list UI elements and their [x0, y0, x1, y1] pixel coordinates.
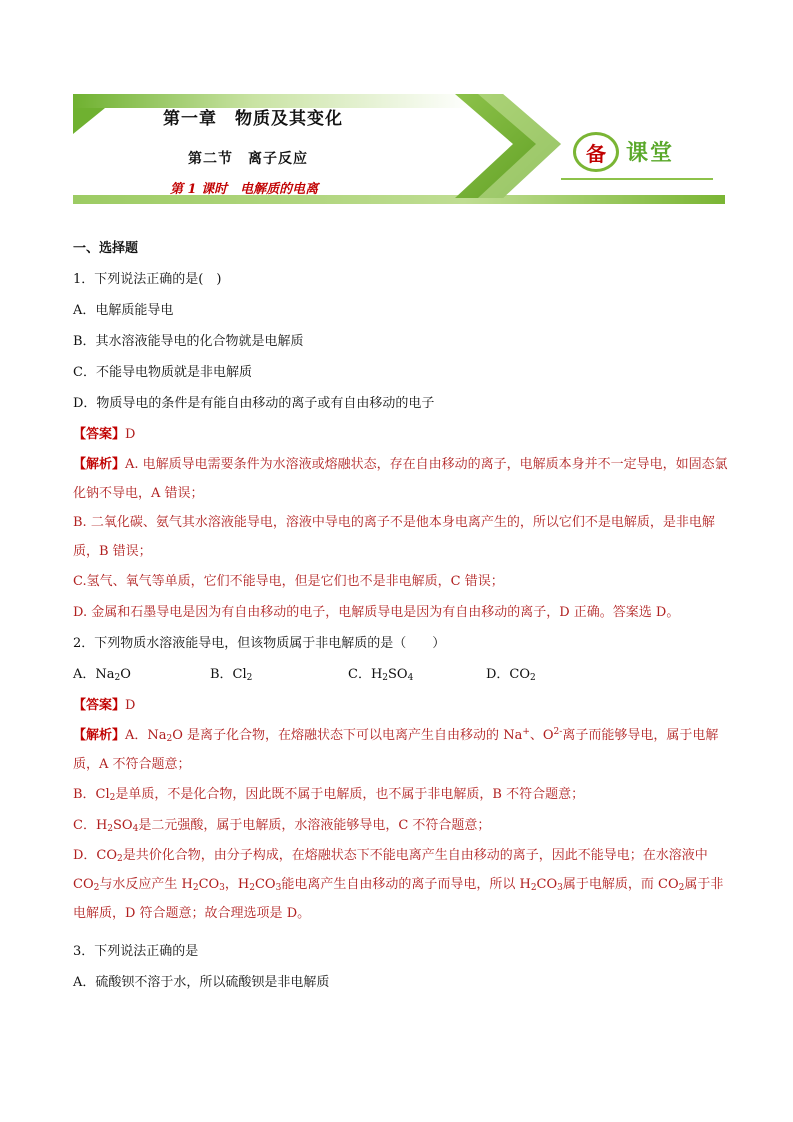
q1-answer-value: D: [125, 427, 136, 442]
lesson-title: 第 1 课时 电解质的电离: [170, 182, 319, 197]
q2-option-d: D．$CO_2$: [486, 667, 536, 683]
q2-analysis-a: 【解析】A．$Na_2O$ 是离子化合物，在熔融状态下可以电离产生自由移动的 Na+、$O^{2-}$离子而能够导电，属于电解质，A 不符合题意；: [73, 727, 719, 772]
q1-option-d: D．物质导电的条件是有能自由移动的离子或有自由移动的电子: [73, 396, 435, 411]
q3-option-a: A．硫酸钡不溶于水，所以硫酸钡是非电解质: [73, 975, 330, 990]
header-banner: [73, 94, 725, 206]
q1-analysis-label: 【解析】: [73, 457, 126, 472]
q1-answer: [73, 419, 728, 450]
q2-analysis-c: C．$H_2SO_4$是二元强酸，属于电解质，水溶液能够导电，C 不符合题意；: [73, 818, 491, 834]
q1-analysis-c: C.氢气、氧气等单质，它们不能导电，但是它们也不是非电解质，C 错误；: [73, 574, 504, 589]
q2-answer-label: 【答案】: [73, 698, 126, 713]
q2-answer: [73, 690, 728, 721]
q1-analysis-a: [73, 450, 728, 508]
q1-answer-label: 【答案】: [73, 427, 126, 442]
logo-badge: [573, 132, 619, 172]
q2-analysis-d: D．$CO_2$是共价化合物，由分子构成，在熔融状态下不能电离产生自由移动的离子，因此不能导电；在水溶液中 $CO_2$与水反应产生 $H_2CO_3$，$H_2CO_3$能电离产生自由移动的离子而导电，所以 $H_2CO_3$属于电解质，而 $CO_2$属于非电解质，D 符合题意；故合理选项是 D。: [73, 848, 724, 921]
q2-options: [73, 659, 728, 690]
logo-char: 备: [586, 141, 606, 166]
section-heading: 一、选择题: [73, 241, 139, 256]
logo-text: 课堂: [626, 141, 675, 166]
chapter-title: 第一章 物质及其变化: [163, 109, 343, 129]
document-body: [73, 233, 728, 998]
q2-stem: 2．下列物质水溶液能导电，但该物质属于非电解质的是（ ）: [73, 636, 446, 651]
q3-stem: 3．下列说法正确的是: [73, 944, 199, 959]
q1-option-c: C．不能导电物质就是非电解质: [73, 365, 252, 380]
q2-analysis-b: B．$Cl_2$是单质，不是化合物，因此既不属于电解质，也不属于非电解质，B 不符合题意；: [73, 787, 585, 803]
q2-answer-value: D: [125, 698, 136, 713]
q2-option-c: C．$H_2SO_4$: [348, 667, 414, 683]
q1-analysis-d: D. 金属和石墨导电是因为有自由移动的电子，电解质导电是因为有自由移动的离子，D 正确。答案选 D。: [73, 605, 680, 620]
section-title: 第二节 离子反应: [188, 151, 308, 167]
q1-stem: 1．下列说法正确的是( ): [73, 272, 222, 287]
q2-option-b: B．$Cl_2$: [210, 667, 253, 683]
q1-analysis-a-text: A. 电解质导电需要条件为水溶液或熔融状态，存在自由移动的离子，电解质本身并不一定导电，如固态氯化钠不导电，A 错误；: [73, 457, 728, 501]
q2-option-a: A．$Na_2O$: [73, 667, 131, 683]
q1-option-a: A．电解质能导电: [73, 303, 174, 318]
q1-analysis-b: B. 二氧化碳、氨气其水溶液能导电，溶液中导电的离子不是他本身电离产生的，所以它们不是电解质，是非电解质，B 错误；: [73, 515, 715, 559]
q1-option-b: B．其水溶液能导电的化合物就是电解质: [73, 334, 304, 349]
q2-analysis-label: 【解析】: [73, 728, 126, 743]
